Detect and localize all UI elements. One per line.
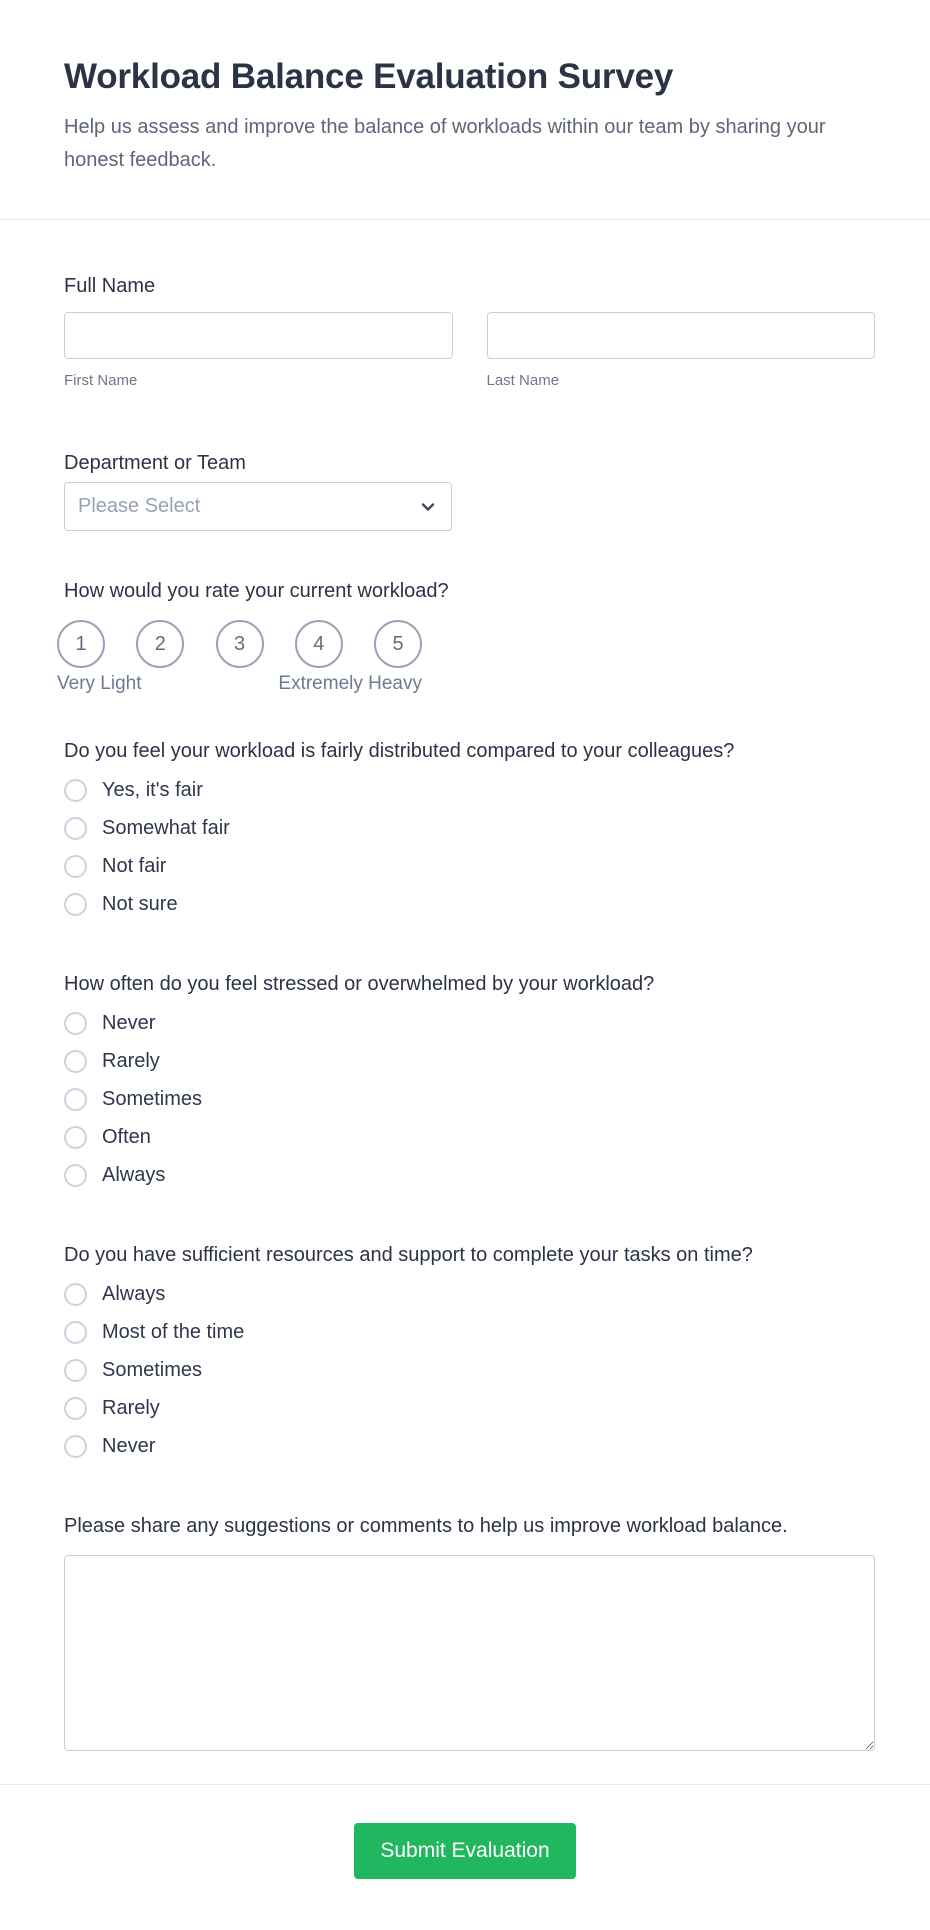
radio-icon[interactable] <box>64 1359 87 1382</box>
comments-label: Please share any suggestions or comments to help us improve workload balance. <box>64 1515 788 1537</box>
radio-icon[interactable] <box>64 1126 87 1149</box>
radio-option-row[interactable] <box>64 1275 875 1313</box>
fair-distribution-field <box>64 739 875 923</box>
radio-icon[interactable] <box>64 855 87 878</box>
radio-option-row[interactable] <box>64 847 875 885</box>
radio-option-label[interactable]: Not fair <box>102 854 167 877</box>
radio-option-label[interactable]: Always <box>102 1282 166 1305</box>
radio-option-row[interactable] <box>64 1118 875 1156</box>
resources-support-question: Do you have sufficient resources and support to complete your tasks on time? <box>64 1244 753 1266</box>
last-name-input[interactable] <box>487 312 876 359</box>
department-select-value: Please Select <box>78 495 201 517</box>
name-sublabels-row <box>64 372 875 389</box>
radio-icon[interactable] <box>64 1321 87 1344</box>
radio-option-label[interactable]: Yes, it's fair <box>102 778 203 801</box>
chevron-down-icon <box>419 498 437 516</box>
rating-option-1[interactable]: 1 <box>57 620 105 668</box>
form-header <box>0 0 930 220</box>
rating-option-4[interactable]: 4 <box>295 620 343 668</box>
radio-option-label[interactable]: Most of the time <box>102 1320 245 1343</box>
stress-frequency-field <box>64 972 875 1194</box>
radio-icon[interactable] <box>64 1012 87 1035</box>
rating-scale-row <box>57 620 422 668</box>
radio-option-label[interactable]: Always <box>102 1163 166 1186</box>
radio-option-label[interactable]: Not sure <box>102 892 178 915</box>
radio-icon[interactable] <box>64 1283 87 1306</box>
first-name-input[interactable] <box>64 312 453 359</box>
radio-icon[interactable] <box>64 893 87 916</box>
radio-icon[interactable] <box>64 1050 87 1073</box>
rating-option-3[interactable]: 3 <box>216 620 264 668</box>
name-inputs-row <box>64 312 875 359</box>
first-name-sublabel: First Name <box>64 372 138 389</box>
fair-distribution-question: Do you feel your workload is fairly distributed compared to your colleagues? <box>64 740 735 762</box>
page-title: Workload Balance Evaluation Survey <box>64 57 674 96</box>
radio-icon[interactable] <box>64 817 87 840</box>
radio-option-row[interactable] <box>64 1080 875 1118</box>
radio-option-row[interactable] <box>64 1042 875 1080</box>
radio-option-label[interactable]: Sometimes <box>102 1358 203 1381</box>
radio-option-label[interactable]: Often <box>102 1125 151 1148</box>
stress-frequency-question: How often do you feel stressed or overwhelmed by your workload? <box>64 973 655 995</box>
full-name-field <box>64 274 875 389</box>
radio-option-label[interactable]: Rarely <box>102 1049 160 1072</box>
radio-option-row[interactable] <box>64 885 875 923</box>
rating-option-2[interactable]: 2 <box>136 620 184 668</box>
radio-option-label[interactable]: Rarely <box>102 1396 160 1419</box>
radio-option-row[interactable] <box>64 771 875 809</box>
resources-support-field <box>64 1243 875 1465</box>
radio-option-label[interactable]: Never <box>102 1434 156 1457</box>
comments-field <box>64 1514 875 1751</box>
workload-rating-question: How would you rate your current workload? <box>64 580 449 602</box>
radio-option-label[interactable]: Never <box>102 1011 156 1034</box>
radio-option-label[interactable]: Somewhat fair <box>102 816 230 839</box>
workload-rating-field <box>57 579 875 695</box>
radio-option-row[interactable] <box>64 809 875 847</box>
radio-option-row[interactable] <box>64 1427 875 1465</box>
radio-icon[interactable] <box>64 1435 87 1458</box>
last-name-sublabel: Last Name <box>486 372 560 389</box>
radio-option-row[interactable] <box>64 1004 875 1042</box>
department-label: Department or Team <box>64 452 246 474</box>
rating-max-label: Extremely Heavy <box>278 673 422 694</box>
full-name-label: Full Name <box>64 275 156 297</box>
radio-icon[interactable] <box>64 1088 87 1111</box>
page-subtitle: Help us assess and improve the balance of workloads within our team by sharing your honest feedback. <box>64 116 826 171</box>
department-select[interactable] <box>64 482 452 531</box>
radio-option-row[interactable] <box>64 1156 875 1194</box>
radio-option-row[interactable] <box>64 1351 875 1389</box>
radio-icon[interactable] <box>64 1164 87 1187</box>
radio-option-row[interactable] <box>64 1389 875 1427</box>
radio-icon[interactable] <box>64 1397 87 1420</box>
radio-option-label[interactable]: Sometimes <box>102 1087 203 1110</box>
form-body <box>0 220 930 1784</box>
submit-button[interactable]: Submit Evaluation <box>354 1823 576 1879</box>
rating-option-5[interactable]: 5 <box>374 620 422 668</box>
comments-textarea[interactable] <box>64 1555 875 1751</box>
department-field <box>64 451 875 531</box>
submit-section <box>0 1784 930 1930</box>
radio-option-row[interactable] <box>64 1313 875 1351</box>
radio-icon[interactable] <box>64 779 87 802</box>
rating-min-label: Very Light <box>57 673 142 694</box>
rating-scale-labels <box>57 673 422 695</box>
